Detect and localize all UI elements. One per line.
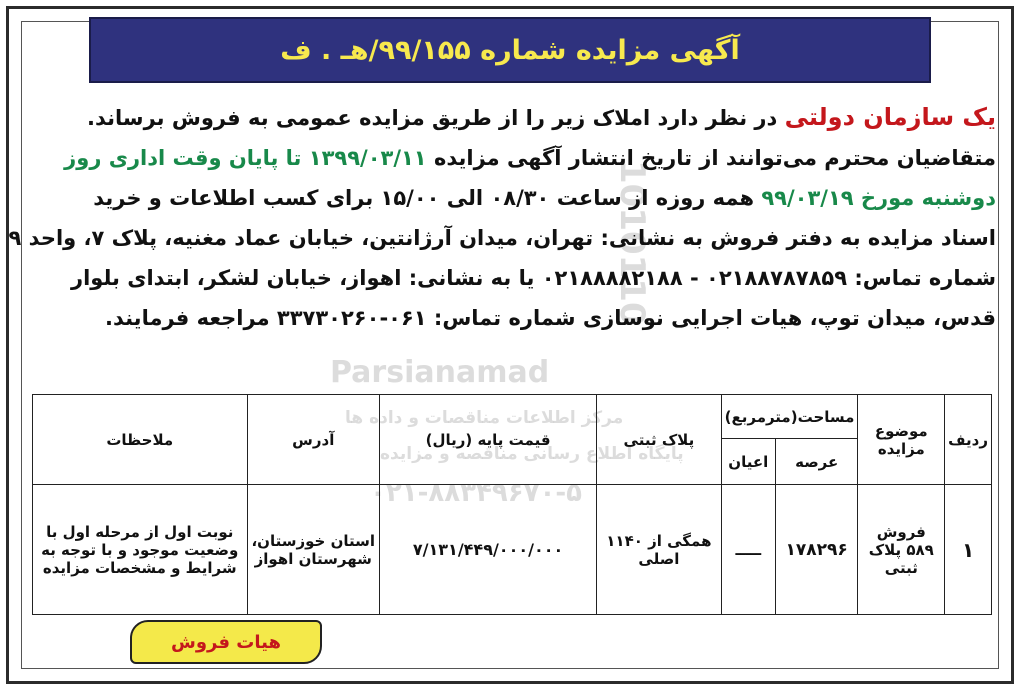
col-ayan: اعیان xyxy=(721,439,775,485)
watermark-brand: Parsianamad xyxy=(330,355,550,390)
date-range-start: ۱۳۹۹/۰۳/۱۱ تا پایان وقت اداری روز xyxy=(64,146,427,170)
body-line-4: اسناد مزایده به دفتر فروش به نشانی: تهران، میدان آرژانتین، خیابان عماد مغنیه، پلاک ۷، واحد ۹ xyxy=(8,226,996,250)
cell-plak: همگی از ۱۱۴۰ اصلی xyxy=(597,485,721,615)
body-line-5: شماره تماس: ۰۲۱۸۸۷۸۷۸۵۹ - ۰۲۱۸۸۸۸۲۱۸۸ یا به نشانی: اهواز، خیابان لشکر، ابتدای بلوار xyxy=(71,266,996,290)
body-line-2: متقاضیان محترم می‌توانند از تاریخ انتشار آگهی مزایده ۱۳۹۹/۰۳/۱۱ تا پایان وقت اداری روز xyxy=(64,146,996,170)
col-row-num: ردیف xyxy=(945,395,992,485)
watermark-code: 1010110 xyxy=(612,160,652,326)
cell-subject: فروش ۵۸۹ پلاک ثبتی xyxy=(858,485,945,615)
watermark-desc2: پایگاه اطلاع رسانی مناقصه و مزایده xyxy=(380,444,684,464)
col-price: قیمت پایه (ریال) xyxy=(380,395,597,485)
body-line-1: یک سازمان دولتی در نظر دارد املاک زیر را از طریق مزایده عمومی به فروش برساند. xyxy=(87,103,996,131)
watermark-desc1: مرکز اطلاعات مناقصات و داده ها xyxy=(345,408,624,428)
sales-committee-stamp: هیات فروش xyxy=(130,620,322,664)
table-row xyxy=(33,485,992,615)
auction-table xyxy=(32,394,992,615)
cell-price: ۷/۱۳۱/۴۴۹/۰۰۰/۰۰۰ xyxy=(380,485,597,615)
cell-arse: ۱۷۸۲۹۶ xyxy=(775,485,858,615)
table-header-row xyxy=(33,395,992,439)
body-line-6: قدس، میدان توپ، هیات اجرایی نوسازی شماره تماس: ۰۶۱-۳۳۷۳۰۲۶۰ مراجعه فرمایند. xyxy=(105,306,996,330)
col-address: آدرس xyxy=(247,395,380,485)
org-name: یک سازمان دولتی xyxy=(784,103,996,131)
col-notes: ملاحظات xyxy=(33,395,248,485)
cell-address: استان خوزستان، شهرستان اهواز xyxy=(247,485,380,615)
col-area: مساحت(مترمربع) xyxy=(721,395,858,439)
ad-title: آگهی مزایده شماره ۹۹/۱۵۵/هـ . ف xyxy=(89,17,931,83)
cell-row-num: ۱ xyxy=(945,485,992,615)
deadline-date: دوشنبه مورخ ۹۹/۰۳/۱۹ xyxy=(761,186,996,210)
cell-ayan: ـــــ xyxy=(721,485,775,615)
cell-notes: نوبت اول از مرحله اول با وضعیت موجود و با توجه به شرایط و مشخصات مزایده xyxy=(33,485,248,615)
body-line-3: دوشنبه مورخ ۹۹/۰۳/۱۹ همه روزه از ساعت ۰۸/۳۰ الی ۱۵/۰۰ برای کسب اطلاعات و خرید xyxy=(93,186,996,210)
col-arse: عرصه xyxy=(775,439,858,485)
col-subject: موضوع مزایده xyxy=(858,395,945,485)
col-plak: پلاک ثبتی xyxy=(597,395,721,485)
watermark-phone: ۰۲۱-۸۸۳۴۹۶۷۰-۵ xyxy=(370,478,583,508)
ad-body xyxy=(8,97,996,338)
